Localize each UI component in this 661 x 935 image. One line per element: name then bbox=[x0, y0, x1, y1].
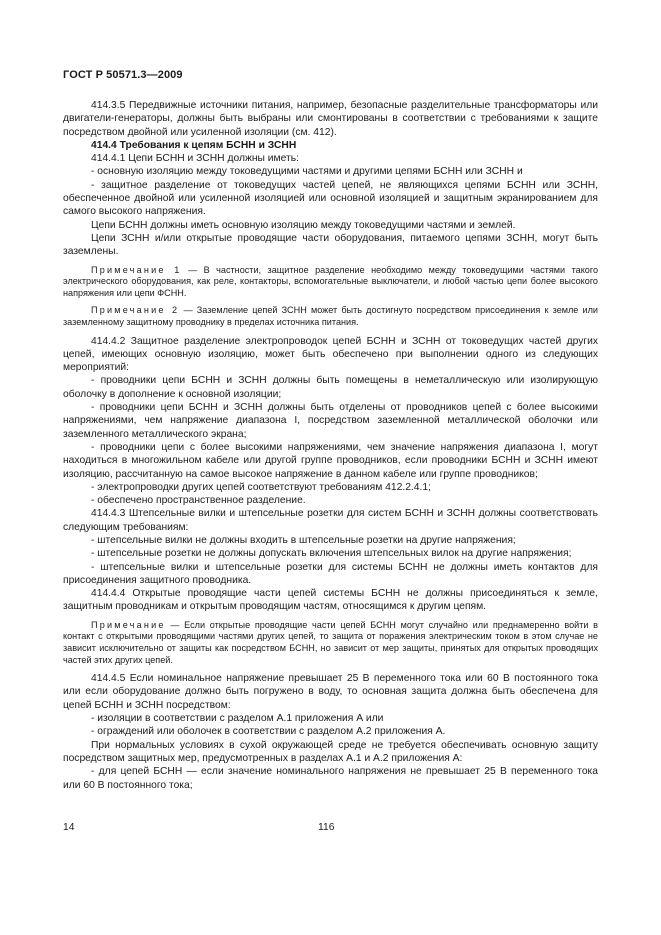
list-item: - проводники цепи с более высокими напряжениями, чем значение напряжения диапазона I, могут находиться в многожильном кабеле или другой группе проводников, если проводники БСНН и ЗСНН имеют изоляцию, рассчитанную на самое высокое напряжение в данном кабеле или группе проводников; bbox=[63, 441, 598, 480]
list-item: - штепсельные вилки не должны входить в штепсельные розетки на другие напряжения; bbox=[91, 534, 516, 546]
page-number-center: 116 bbox=[318, 822, 335, 833]
section-heading-414-4: 414.4 Требования к цепям БСНН и ЗСНН bbox=[91, 139, 297, 151]
list-item: - электропроводки других цепей соответствуют требованиям 412.2.4.1; bbox=[91, 481, 431, 493]
paragraph-414-4-4: 414.4.4 Открытые проводящие части цепей системы БСНН не должны присоединяться к земле, защитным проводникам и открытым проводящим частям, относящимся к другим цепям. bbox=[63, 588, 598, 613]
list-item: - обеспечено пространственное разделение. bbox=[91, 495, 306, 507]
note-2 bbox=[63, 305, 598, 328]
paragraph-414-4-3: 414.4.3 Штепсельные вилки и штепсельные розетки для систем БСНН и ЗСНН должны соответствовать следующим требованиям: bbox=[63, 508, 598, 533]
paragraph: Цепи ЗСНН и/или открытые проводящие части оборудования, питаемого цепями ЗСНН, могут быть заземлены. bbox=[63, 232, 598, 258]
list-item: - для цепей БСНН — если значение номинального напряжения не превышает 25 В переменного тока или 60 В постоянного тока; bbox=[63, 766, 598, 791]
list-item: - проводники цепи БСНН и ЗСНН должны быть помещены в неметаллическую или изолирующую оболочку в дополнение к основной изоляции; bbox=[63, 375, 598, 400]
note-label: Примечание 1 bbox=[91, 264, 182, 275]
note-1 bbox=[63, 265, 598, 300]
note-label: Примечание 2 bbox=[91, 305, 180, 316]
list-item: - основную изоляцию между токоведущими частями и другими цепями БСНН или ЗСНН и bbox=[91, 166, 523, 178]
note-text: — Заземление цепей ЗСНН может быть достигнуто посредством присоединения к земле или заземленному защитному проводнику в пределах источника питания. bbox=[63, 305, 599, 327]
list-item: - защитное разделение от токоведущих частей цепей, не являющихся цепями БСНН или ЗСНН, обеспеченное двойной или усиленной изоляцией или основной изоляцией и защитным экранированием для самого высокого напряжения. bbox=[63, 179, 598, 218]
note-3 bbox=[63, 620, 598, 666]
list-item: - ограждений или оболочек в соответствии с разделом А.2 приложения А. bbox=[91, 726, 446, 738]
note-text: — В частности, защитное разделение необходимо между токоведущими частями такого электрического оборудования, как реле, контакторы, вспомогательные выключатели, и любой частью цепи более высокого напряжения или цепи ФСНН. bbox=[63, 264, 599, 298]
note-label: Примечание bbox=[91, 619, 166, 630]
paragraph-414-3-5: 414.3.5 Передвижные источники питания, например, безопасные разделительные трансформаторы или двигатели-генераторы, должны быть выбраны или смонтированы в соответствии с требованиями к защите посредством двойной или усиленной изоляции (см. 412). bbox=[63, 100, 598, 138]
list-item: - изоляции в соответствии с разделом А.1 приложения А или bbox=[91, 713, 384, 725]
list-item: - проводники цепи БСНН и ЗСНН должны быть отделены от проводников цепей с более высокими напряжениями, чем напряжение диапазона I, посредством заземленной металлической оболочки или заземленного металлического экрана; bbox=[63, 402, 598, 440]
paragraph: Цепи БСНН должны иметь основную изоляцию между токоведущими частями и землей. bbox=[91, 219, 516, 231]
document-header: ГОСТ Р 50571.3—2009 bbox=[63, 69, 183, 81]
page-number-left: 14 bbox=[63, 822, 75, 833]
document-body bbox=[63, 99, 598, 792]
paragraph-414-4-2: 414.4.2 Защитное разделение электропроводок цепей БСНН и ЗСНН от токоведущих частей других цепей, имеющих основную изоляцию, может быть обеспечено при выполнении одного из следующих мероприятий: bbox=[63, 335, 598, 374]
note-text: — Если открытые проводящие части цепей БСНН могут случайно или преднамеренно войти в контакт с открытыми проводящими частями других цепей, то защита от поражения электрическим током в этом случае не зависит исключительно от защиты как посредством БСНН, но зависит от мер защиты, принятых для открытых проводящих частей этих других цепей. bbox=[63, 619, 598, 665]
list-item: - штепсельные вилки и штепсельные розетки для системы БСНН не должны иметь контактов для присоединения защитного проводника. bbox=[63, 561, 598, 586]
paragraph-414-4-5: 414.4.5 Если номинальное напряжение превышает 25 В переменного тока или 60 В постоянного тока или если оборудование должно быть погружено в воду, то основная защита должна быть обеспечена для цепей БСНН и ЗСНН посредством: bbox=[63, 673, 598, 711]
paragraph: При нормальных условиях в сухой окружающей среде не требуется обеспечивать основную защиту посредством защитных мер, предусмотренных в разделах А.1 и А.2 приложения А: bbox=[63, 739, 598, 764]
paragraph-414-4-1: 414.4.1 Цепи БСНН и ЗСНН должны иметь: bbox=[91, 153, 299, 165]
list-item: - штепсельные розетки не должны допускать включения штепсельных вилок на другие напряжения; bbox=[91, 548, 572, 560]
